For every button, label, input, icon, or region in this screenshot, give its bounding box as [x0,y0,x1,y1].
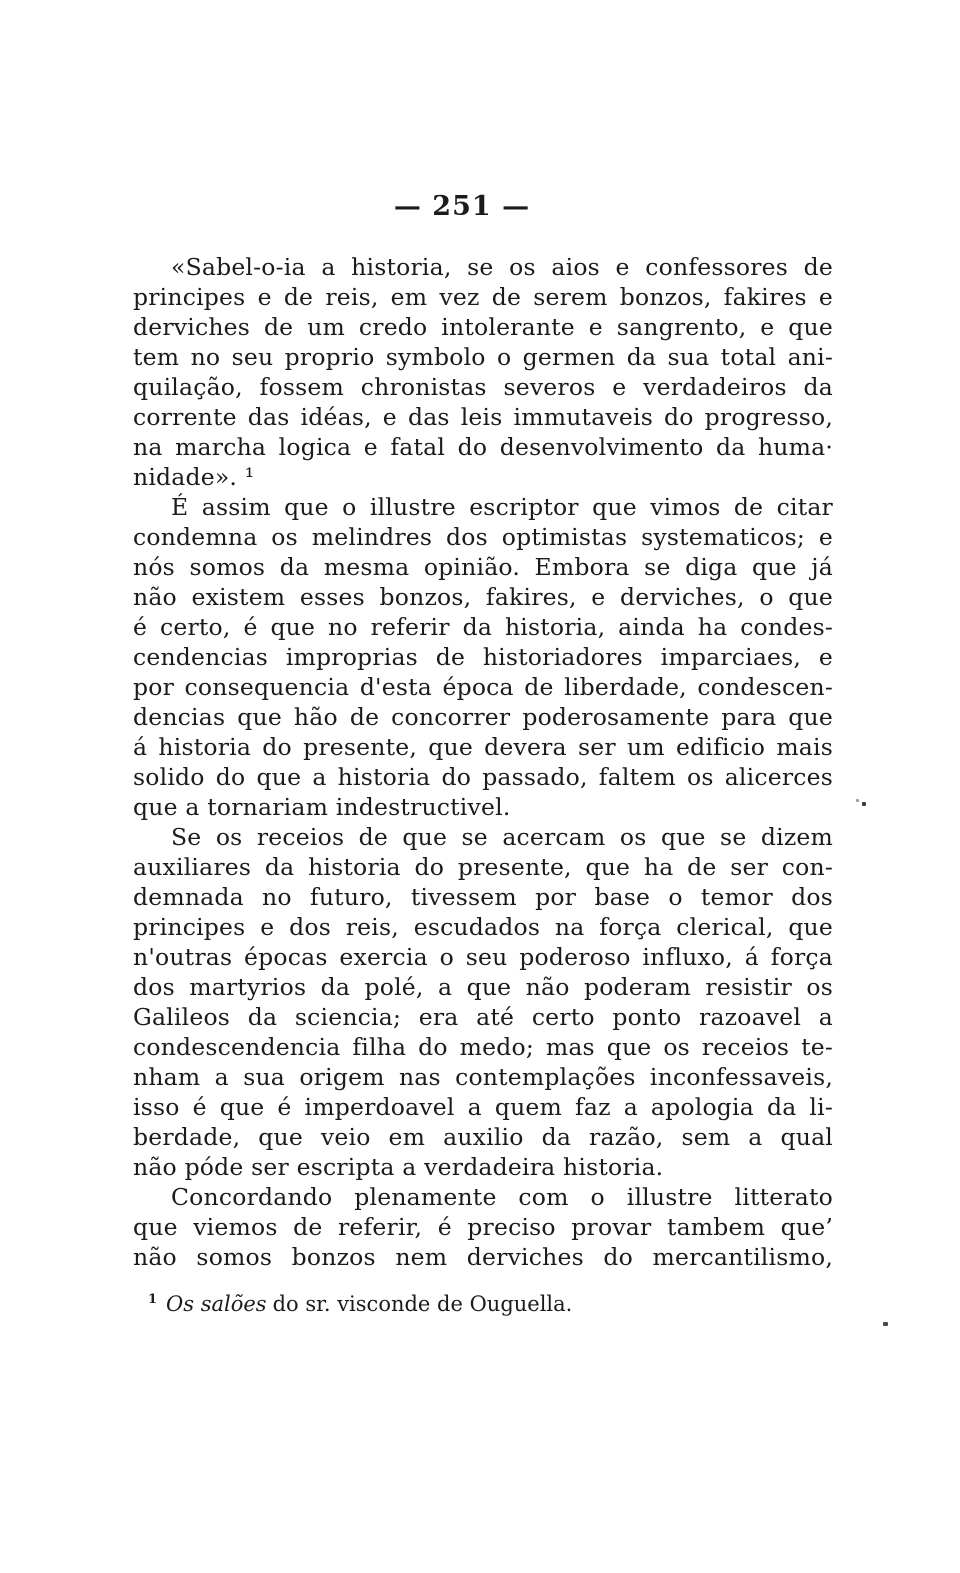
text-line: «Sabel-o-ia a historia, se os aios e confessores de [171,253,833,281]
text-line: por consequencia d'esta época de liberdade, condescen- [133,673,833,701]
paragraph [133,1182,833,1272]
text-line: auxiliares da historia do presente, que ha de ser con- [133,853,833,881]
text-line: quilação, fossem chronistas severos e verdadeiros da [133,373,833,401]
text-line: solido do que a historia do passado, faltem os alicerces [133,763,833,791]
text-line: principes e dos reis, escudados na força clerical, que [133,913,833,941]
footnote-work-title: Os salões [166,1292,267,1316]
text-line: É assim que o illustre escriptor que vimos de citar [171,493,833,521]
page-number: — 251 — [393,191,531,222]
text-line: Concordando plenamente com o illustre litterato [171,1183,833,1211]
text-line: na marcha logica e fatal do desenvolvimento da huma· [133,433,833,461]
text-line: que a tornariam indestructivel. [133,793,511,821]
text-line: condescendencia filha do medo; mas que os receios te- [133,1033,833,1061]
text-line: não existem esses bonzos, fakires, e derviches, o que [133,583,833,611]
text-line: Se os receios de que se acercam os que se dizem [171,823,833,851]
scan-speck [856,799,859,802]
body-text [133,252,833,1272]
footnote-text: do sr. visconde de Ouguella. [272,1292,573,1316]
text-line: que viemos de referir, é preciso provar tambem que’ [133,1213,833,1241]
scan-speck [862,802,866,806]
footnote [148,1286,808,1318]
text-line: tem no seu proprio symbolo o germen da sua total ani- [133,343,833,371]
paragraph [133,252,833,492]
footnote-marker: 1 [148,1292,158,1307]
text-line: é certo, é que no referir da historia, ainda ha condes- [133,613,833,641]
paragraph [133,822,833,1182]
text-line: á historia do presente, que devera ser um edificio mais [133,733,833,761]
text-line: Galileos da sciencia; era até certo ponto razoavel a [133,1003,833,1031]
text-line: berdade, que veio em auxilio da razão, sem a qual [133,1123,833,1151]
scan-speck [883,1322,888,1326]
text-line: não póde ser escripta a verdadeira historia. [133,1153,664,1181]
text-line: não somos bonzos nem derviches do mercantilismo, [133,1243,833,1271]
text-line: demnada no futuro, tivessem por base o temor dos [133,883,833,911]
text-line: isso é que é imperdoavel a quem faz a apologia da li- [133,1093,833,1121]
text-line: n'outras épocas exercia o seu poderoso influxo, á força [133,943,833,971]
text-line: nham a sua origem nas contemplações inconfessaveis, [133,1063,833,1091]
text-line: nós somos da mesma opinião. Embora se diga que já [133,553,833,581]
paragraph [133,492,833,822]
text-line: nidade». ¹ [133,463,255,491]
text-line: dencias que hão de concorrer poderosamente para que [133,703,833,731]
text-line: corrente das idéas, e das leis immutaveis do progresso, [133,403,833,431]
text-line: principes e de reis, em vez de serem bonzos, fakires e [133,283,833,311]
text-line: dos martyrios da polé, a que não poderam resistir os [133,973,833,1001]
text-line: condemna os melindres dos optimistas systematicos; e [133,523,833,551]
text-line: cendencias improprias de historiadores imparciaes, e [133,643,833,671]
text-line: derviches de um credo intolerante e sangrento, e que [133,313,833,341]
